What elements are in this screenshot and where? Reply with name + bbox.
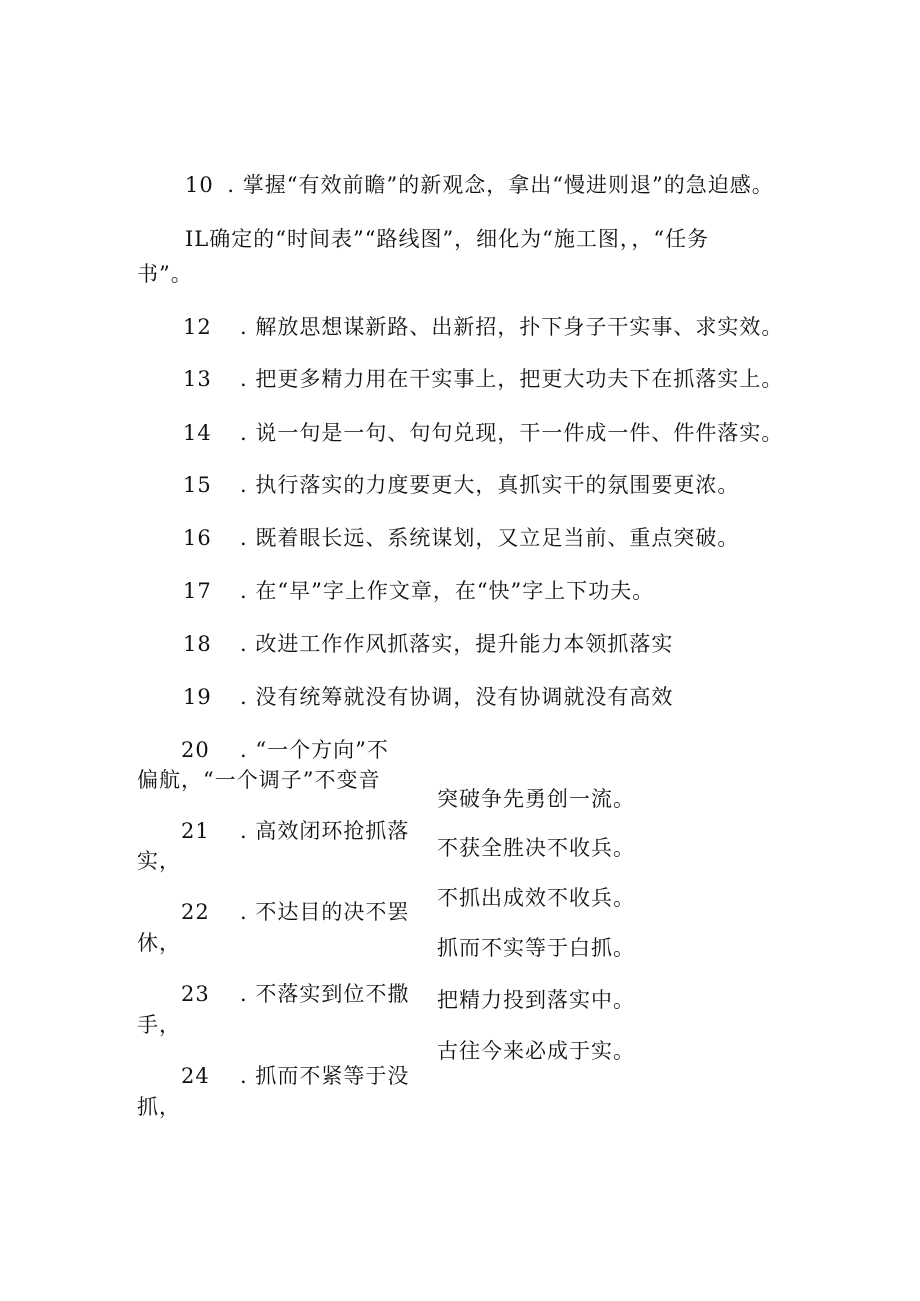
item-12-number: 12	[183, 315, 212, 339]
item-number: 10	[185, 173, 214, 197]
right-col-line-3: 不抓出成效不收兵。	[437, 886, 635, 910]
item-text: . 掌握“有效前瞻”的新观念，拿出“慢进则退”的急迫感。	[227, 173, 774, 197]
item-24-wrap: 抓，	[137, 1095, 181, 1119]
item-24-number: 24	[181, 1064, 210, 1088]
item-12-text: . 解放思想谋新路、出新招，扑下身子干实事、求实效。	[240, 315, 784, 339]
right-col-line-4: 抓而不实等于白抓。	[437, 936, 635, 960]
item-13-number: 13	[183, 367, 212, 391]
right-col-line-1: 突破争先勇创一流。	[437, 787, 635, 811]
item-15-text: . 执行落实的力度要更大，真抓实干的氛围要更浓。	[240, 473, 740, 497]
item-16-text: . 既着眼长远、系统谋划，又立足当前、重点突破。	[240, 526, 740, 550]
right-col-line-5: 把精力投到落实中。	[437, 988, 635, 1012]
item-11-line1: IL确定的“时间表”“路线图”，细化为“施工图，，“任务	[185, 227, 710, 251]
item-22-text: . 不达目的决不罢	[240, 900, 410, 924]
item-19-number: 19	[183, 685, 212, 709]
item-11-line2: 书”。	[137, 262, 193, 286]
item-18-text: . 改进工作作风抓落实，提升能力本领抓落实	[240, 632, 674, 656]
item-14-number: 14	[183, 421, 212, 445]
right-col-line-6: 古往今来必成于实。	[437, 1039, 635, 1063]
item-20-wrap: 偏航，“一个调子”不变音	[137, 768, 381, 792]
item-17-number: 17	[183, 579, 212, 603]
item-14-text: . 说一句是一句、句句兑现，干一件成一件、件件落实。	[240, 421, 784, 445]
right-col-line-2: 不获全胜决不收兵。	[437, 836, 635, 860]
item-21-text: . 高效闭环抢抓落	[240, 819, 410, 843]
item-22-number: 22	[181, 900, 210, 924]
item-19-text: . 没有统筹就没有协调，没有协调就没有高效	[240, 685, 674, 709]
item-22-wrap: 休，	[137, 931, 181, 955]
item-24-text: . 抓而不紧等于没	[240, 1064, 410, 1088]
item-23-number: 23	[181, 982, 210, 1006]
item-20-number: 20	[181, 738, 210, 762]
item-23-wrap: 手，	[137, 1013, 181, 1037]
item-18-number: 18	[183, 632, 212, 656]
item-20-text: . “一个方向”不	[240, 738, 389, 762]
item-15-number: 15	[183, 473, 212, 497]
item-13-text: . 把更多精力用在干实事上，把更大功夫下在抓落实上。	[240, 367, 784, 391]
item-21-number: 21	[181, 819, 210, 843]
item-17-text: . 在“早”字上作文章，在“快”字上下功夫。	[240, 579, 655, 603]
item-10	[185, 170, 774, 200]
item-21-wrap: 实，	[137, 849, 181, 873]
item-23-text: . 不落实到位不撒	[240, 982, 410, 1006]
item-16-number: 16	[183, 526, 212, 550]
